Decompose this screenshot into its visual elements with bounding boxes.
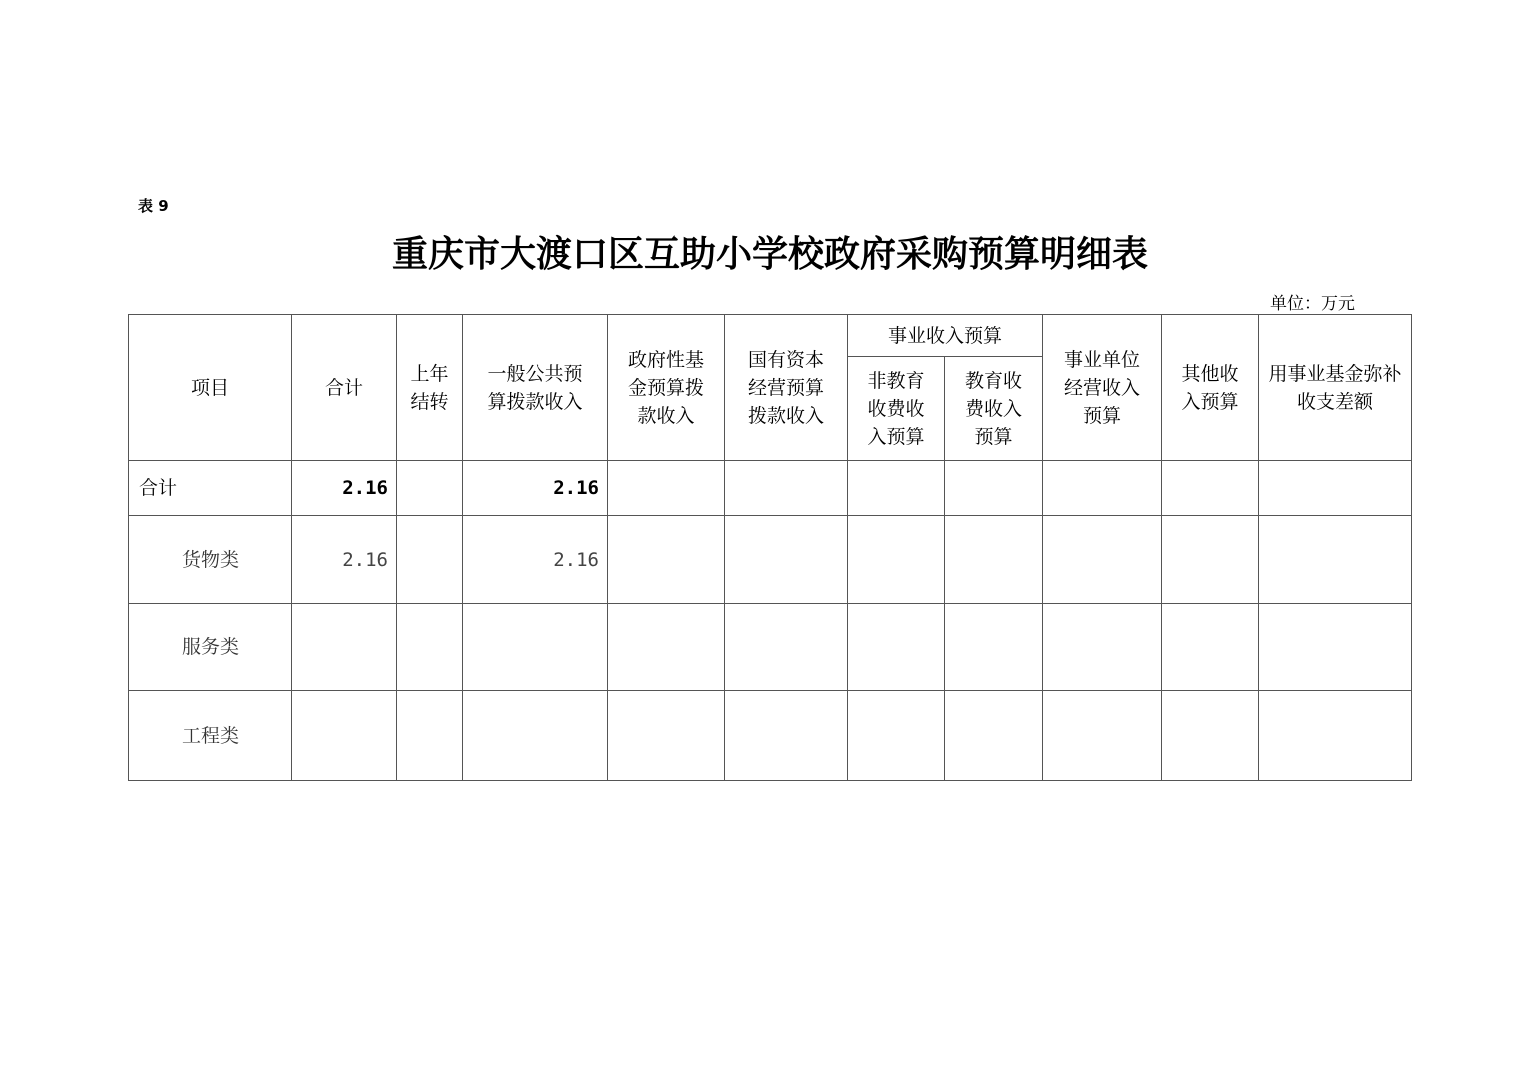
table-row-total: [129, 461, 1412, 516]
row-label: 服务类: [129, 604, 292, 691]
cell-state-capital: [725, 516, 848, 604]
cell-fund-balance: [1259, 604, 1412, 691]
cell-gov-fund: [608, 461, 725, 516]
cell-fund-balance: [1259, 516, 1412, 604]
cell-other-income: [1162, 461, 1259, 516]
header-gov-fund: 政府性基金预算拨款收入: [608, 315, 725, 461]
header-business-income: 事业收入预算: [848, 315, 1043, 357]
cell-total: [292, 604, 397, 691]
cell-non-edu-fee: [848, 604, 945, 691]
header-item: 项目: [129, 315, 292, 461]
cell-gov-fund: [608, 691, 725, 781]
cell-edu-fee: [945, 691, 1043, 781]
row-label: 工程类: [129, 691, 292, 781]
cell-unit-operating: [1043, 604, 1162, 691]
cell-gov-fund: [608, 604, 725, 691]
header-total: 合计: [292, 315, 397, 461]
cell-general-budget: [463, 604, 608, 691]
cell-carryover: [397, 516, 463, 604]
cell-fund-balance: [1259, 691, 1412, 781]
header-other-income: 其他收入预算: [1162, 315, 1259, 461]
header-carryover: 上年结转: [397, 315, 463, 461]
cell-fund-balance: [1259, 461, 1412, 516]
table-number: 表 9: [138, 197, 169, 215]
table-row-engineering: [129, 691, 1412, 781]
cell-edu-fee: [945, 461, 1043, 516]
cell-unit-operating: [1043, 461, 1162, 516]
cell-general-budget: 2.16: [463, 461, 608, 516]
header-unit-operating: 事业单位经营收入预算: [1043, 315, 1162, 461]
header-edu-fee: 教育收费收入预算: [945, 357, 1043, 461]
cell-state-capital: [725, 691, 848, 781]
table-row-goods: [129, 516, 1412, 604]
cell-state-capital: [725, 461, 848, 516]
table-row-services: [129, 604, 1412, 691]
cell-total: 2.16: [292, 461, 397, 516]
header-fund-balance: 用事业基金弥补收支差额: [1259, 315, 1412, 461]
cell-carryover: [397, 461, 463, 516]
cell-non-edu-fee: [848, 516, 945, 604]
cell-gov-fund: [608, 516, 725, 604]
cell-total: 2.16: [292, 516, 397, 604]
cell-carryover: [397, 691, 463, 781]
row-label: 合计: [129, 461, 292, 516]
cell-unit-operating: [1043, 516, 1162, 604]
cell-non-edu-fee: [848, 691, 945, 781]
header-non-edu-fee: 非教育收费收入预算: [848, 357, 945, 461]
cell-edu-fee: [945, 604, 1043, 691]
cell-non-edu-fee: [848, 461, 945, 516]
cell-other-income: [1162, 516, 1259, 604]
cell-general-budget: [463, 691, 608, 781]
cell-edu-fee: [945, 516, 1043, 604]
cell-general-budget: 2.16: [463, 516, 608, 604]
row-label: 货物类: [129, 516, 292, 604]
cell-total: [292, 691, 397, 781]
header-general-budget: 一般公共预算拨款收入: [463, 315, 608, 461]
cell-other-income: [1162, 604, 1259, 691]
cell-carryover: [397, 604, 463, 691]
page-title: 重庆市大渡口区互助小学校政府采购预算明细表: [391, 234, 1148, 275]
cell-other-income: [1162, 691, 1259, 781]
unit-label: 单位：万元: [1270, 294, 1355, 314]
cell-state-capital: [725, 604, 848, 691]
procurement-budget-table: [128, 314, 1412, 781]
cell-unit-operating: [1043, 691, 1162, 781]
header-state-capital: 国有资本经营预算拨款收入: [725, 315, 848, 461]
